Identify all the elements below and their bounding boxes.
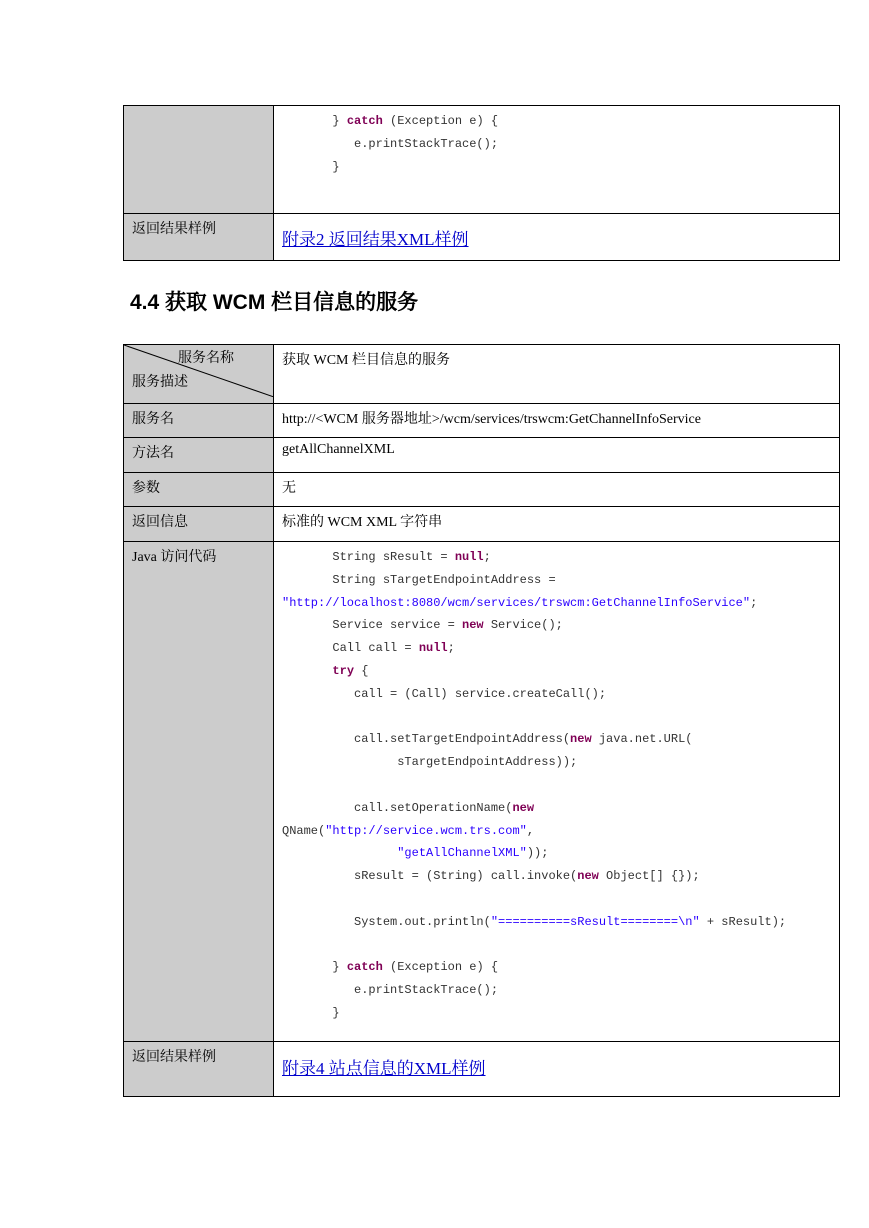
code-label: Java 访问代码 <box>132 550 217 565</box>
appendix-link[interactable]: 附录2 返回结果XML样例 <box>282 230 469 249</box>
header-diagonal-cell <box>124 345 274 404</box>
service-url: http://<WCM 服务器地址>/wcm/services/trswcm:GetChannelInfoService <box>274 404 840 438</box>
code-line <box>282 888 831 911</box>
code-keyword: null <box>454 550 484 564</box>
result-label-cell <box>124 1042 274 1097</box>
code-text: (Exception e) { <box>382 960 499 975</box>
code-string: "http://service.wcm.trs.com" <box>325 823 527 838</box>
code-line <box>282 683 831 706</box>
code-text: ; <box>447 641 455 656</box>
code-text: call.setTargetEndpointAddress( <box>282 732 571 747</box>
code-line <box>282 110 831 133</box>
code-line <box>282 1002 831 1025</box>
code-line <box>282 956 831 979</box>
result-label: 返回结果样例 <box>132 222 216 237</box>
code-line <box>282 637 831 660</box>
code-line <box>282 706 831 729</box>
code-keyword: catch <box>346 114 383 128</box>
code-text: String sTargetEndpointAddress = <box>282 572 556 587</box>
code-text: e.printStackTrace(); <box>282 983 499 998</box>
code-line <box>282 592 831 615</box>
code-keyword: new <box>512 800 535 815</box>
code-keyword: new <box>570 732 592 747</box>
code-line <box>282 546 831 569</box>
code-line <box>282 774 831 797</box>
code-text: call.setOperationName( <box>282 800 513 815</box>
code-text: String sResult = <box>282 550 455 564</box>
code-text: , <box>526 823 535 838</box>
code-label-cell <box>124 542 274 1042</box>
params-value: 无 <box>274 473 840 507</box>
code-keyword: try <box>332 663 355 678</box>
result-cell <box>274 214 840 261</box>
code-text <box>282 846 397 860</box>
code-line <box>282 133 831 156</box>
code-text: sResult = (String) call.invoke( <box>282 869 578 884</box>
code-text: ; <box>750 595 758 610</box>
return-info-value: 标准的 WCM XML 字符串 <box>274 507 840 542</box>
code-string: "http://localhost:8080/wcm/services/trswcm:GetChannelInfoService" <box>282 595 751 610</box>
code-block <box>282 546 831 1025</box>
code-keyword: new <box>462 618 484 633</box>
row-label: 参数 <box>124 473 274 507</box>
code-text: ; <box>483 550 491 564</box>
code-keyword: new <box>577 869 599 884</box>
code-text: java.net.URL( <box>591 732 693 747</box>
code-text: System.out.println( <box>282 914 491 929</box>
code-line <box>282 660 831 683</box>
code-text: call = (Call) service.createCall(); <box>282 686 607 701</box>
service-table-continued <box>123 105 840 261</box>
result-label: 返回结果样例 <box>132 1050 216 1065</box>
code-keyword: catch <box>346 960 383 975</box>
result-cell <box>274 1042 840 1097</box>
code-text: Call call = <box>282 641 419 656</box>
row-label: 服务名 <box>124 404 274 438</box>
code-text: sTargetEndpointAddress)); <box>282 755 578 770</box>
code-line <box>282 614 831 637</box>
code-cell <box>274 542 840 1042</box>
code-keyword: null <box>418 641 448 656</box>
row-label: 方法名 <box>124 438 274 473</box>
code-text: + sResult); <box>699 914 787 929</box>
code-line <box>282 751 831 774</box>
code-line <box>282 842 831 865</box>
code-block <box>282 110 831 178</box>
code-text: } <box>282 114 347 128</box>
row-label: 返回信息 <box>124 507 274 542</box>
appendix-link[interactable]: 附录4 站点信息的XML样例 <box>282 1059 486 1078</box>
code-text: Service(); <box>483 618 563 633</box>
code-line <box>282 865 831 888</box>
header-bottom-label: 服务描述 <box>132 375 188 390</box>
code-text: )); <box>526 846 549 861</box>
code-string: "getAllChannelXML" <box>397 846 527 861</box>
code-line <box>282 728 831 751</box>
code-line <box>282 797 831 820</box>
code-line <box>282 979 831 1002</box>
code-cell <box>274 106 840 214</box>
code-line <box>282 569 831 592</box>
header-value: 获取 WCM 栏目信息的服务 <box>274 345 840 404</box>
method-name: getAllChannelXML <box>274 438 840 473</box>
code-text: Object[] {}); <box>598 869 700 884</box>
code-line <box>282 156 831 179</box>
code-text: } <box>282 960 347 975</box>
code-text: e.printStackTrace(); <box>282 136 499 151</box>
code-text: Service service = <box>282 618 463 633</box>
code-text: } <box>282 1005 340 1020</box>
header-top-label: 服务名称 <box>178 351 234 366</box>
section-heading: 4.4 获取 WCM 栏目信息的服务 <box>130 291 419 314</box>
service-table <box>123 344 840 1097</box>
code-line <box>282 934 831 957</box>
result-label-cell <box>124 214 274 261</box>
code-string: "==========sResult========\n" <box>490 914 700 929</box>
code-label-cell <box>124 106 274 214</box>
code-line <box>282 911 831 934</box>
code-text <box>282 664 332 678</box>
code-line <box>282 820 831 843</box>
code-text: (Exception e) { <box>382 114 499 128</box>
code-text: } <box>282 159 340 174</box>
code-text: { <box>354 663 369 678</box>
code-text: QName( <box>282 823 326 838</box>
